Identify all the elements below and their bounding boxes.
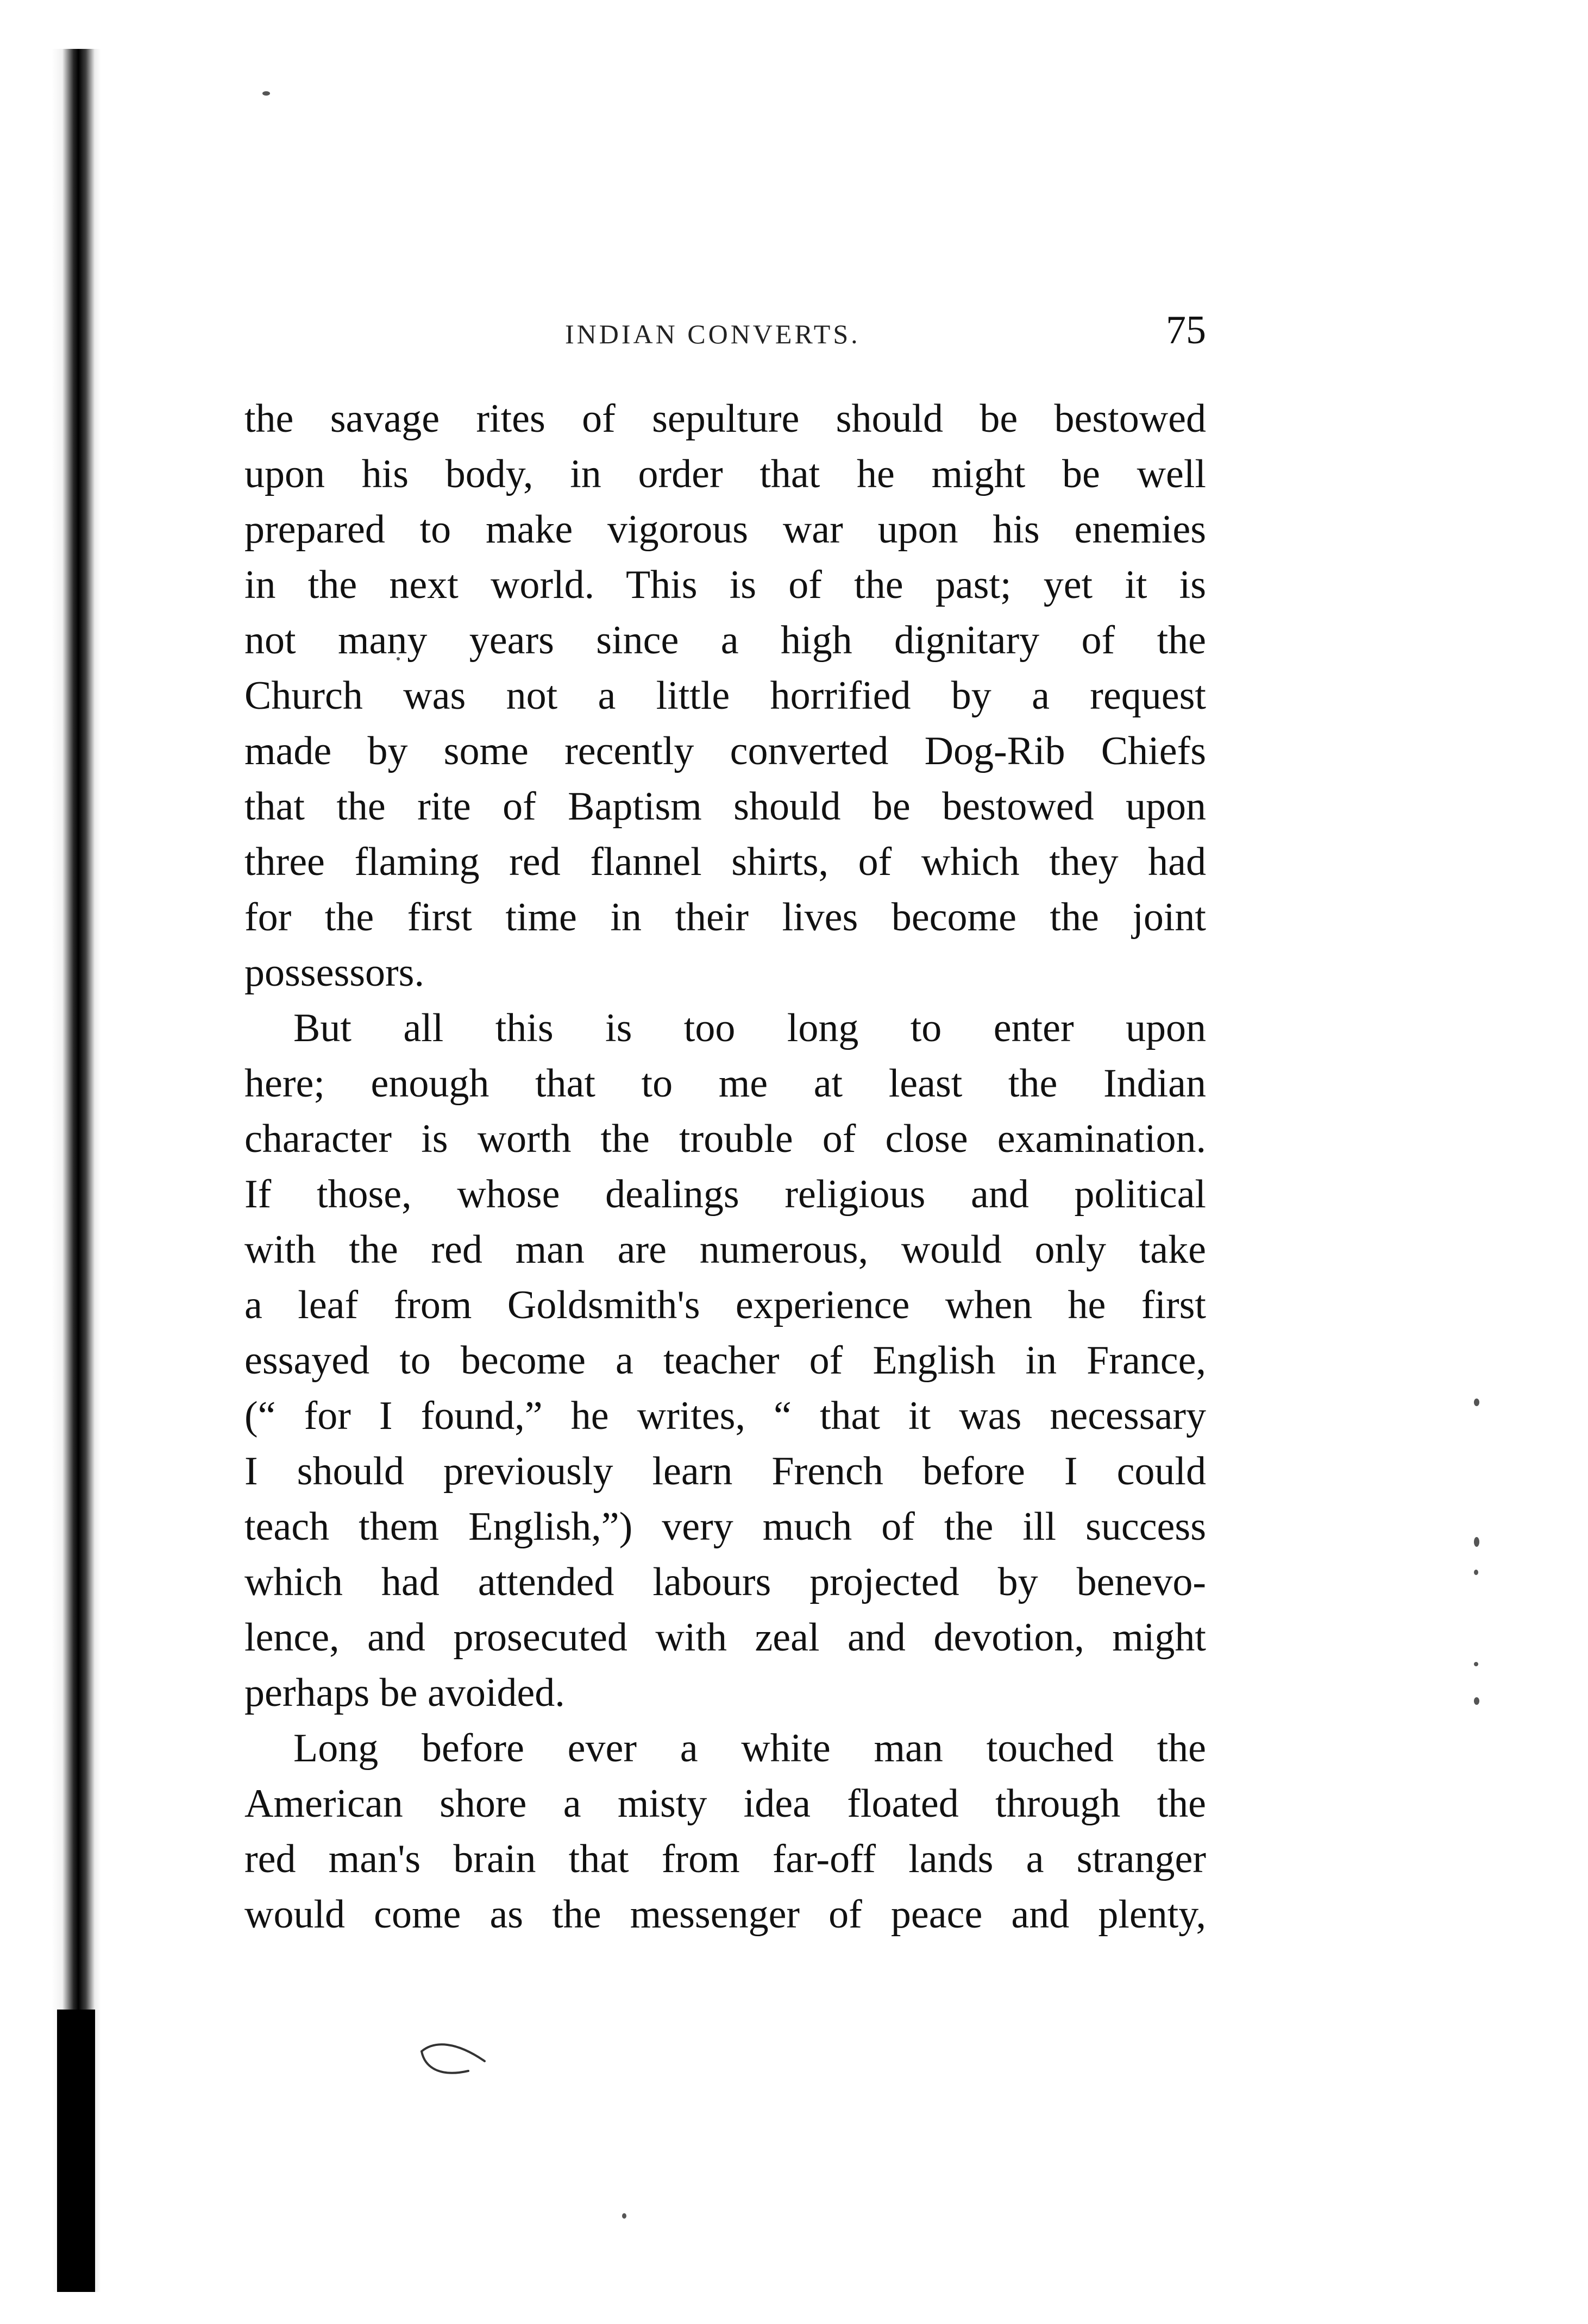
page-speck <box>622 2213 626 2219</box>
text-line: would come as the messenger of peace and plenty, <box>244 1892 1206 1937</box>
text-line: I should previously learn French before I could <box>244 1449 1206 1494</box>
page-speck <box>1474 1697 1479 1705</box>
text-line: three flaming red flannel shirts, of which they had <box>244 840 1206 884</box>
text-line: possessors. <box>244 950 424 995</box>
text-line: lence, and prosecuted with zeal and devotion, might <box>244 1615 1206 1660</box>
page-speck <box>262 91 270 96</box>
binding-shadow <box>52 49 101 2292</box>
text-line: perhaps be avoided. <box>244 1671 565 1715</box>
running-head <box>244 298 1206 357</box>
text-line: character is worth the trouble of close examination. <box>244 1117 1206 1161</box>
text-line: But all this is too long to enter upon <box>293 1006 1206 1050</box>
text-line: (“ for I found,” he writes, “ that it was necessary <box>244 1394 1206 1438</box>
page-speck <box>1474 1662 1478 1666</box>
page-number: 75 <box>1166 308 1206 352</box>
text-line: here; enough that to me at least the Indian <box>244 1061 1206 1106</box>
text-line: upon his body, in order that he might be well <box>244 452 1206 496</box>
text-line: that the rite of Baptism should be bestowed upon <box>244 784 1206 829</box>
text-line: teach them English,”) very much of the ill success <box>244 1504 1206 1549</box>
text-line: in the next world. This is of the past; yet it is <box>244 563 1206 607</box>
text-line: essayed to become a teacher of English in France, <box>244 1338 1206 1383</box>
paragraph <box>244 1721 1206 1942</box>
paragraph <box>244 1000 1206 1721</box>
page-speck <box>1474 1570 1478 1575</box>
running-title: INDIAN CONVERTS. <box>565 319 861 349</box>
text-line: red man's brain that from far-off lands a stranger <box>244 1837 1206 1881</box>
text-line: If those, whose dealings religious and political <box>244 1172 1206 1217</box>
text-line: not many years since a high dignitary of the <box>244 618 1206 663</box>
stray-ink-mark <box>418 2039 494 2083</box>
text-line: prepared to make vigorous war upon his enemies <box>244 507 1206 552</box>
text-line: with the red man are numerous, would only take <box>244 1227 1206 1272</box>
page-speck <box>1474 1537 1479 1547</box>
text-line: Church was not a little horrified by a request <box>244 673 1206 718</box>
body-text <box>244 391 1206 1942</box>
paragraph <box>244 391 1206 1000</box>
text-line: American shore a misty idea floated through the <box>244 1781 1206 1826</box>
text-line: the savage rites of sepulture should be bestowed <box>244 396 1206 441</box>
text-line: Long before ever a white man touched the <box>293 1726 1206 1771</box>
page-speck <box>1474 1399 1479 1406</box>
text-line: which had attended labours projected by benevo- <box>244 1560 1206 1604</box>
text-line: for the first time in their lives become the joint <box>244 895 1206 940</box>
binding-shadow-base <box>57 2010 95 2292</box>
text-line: a leaf from Goldsmith's experience when he first <box>244 1283 1206 1327</box>
text-line: made by some recently converted Dog-Rib Chiefs <box>244 729 1206 773</box>
